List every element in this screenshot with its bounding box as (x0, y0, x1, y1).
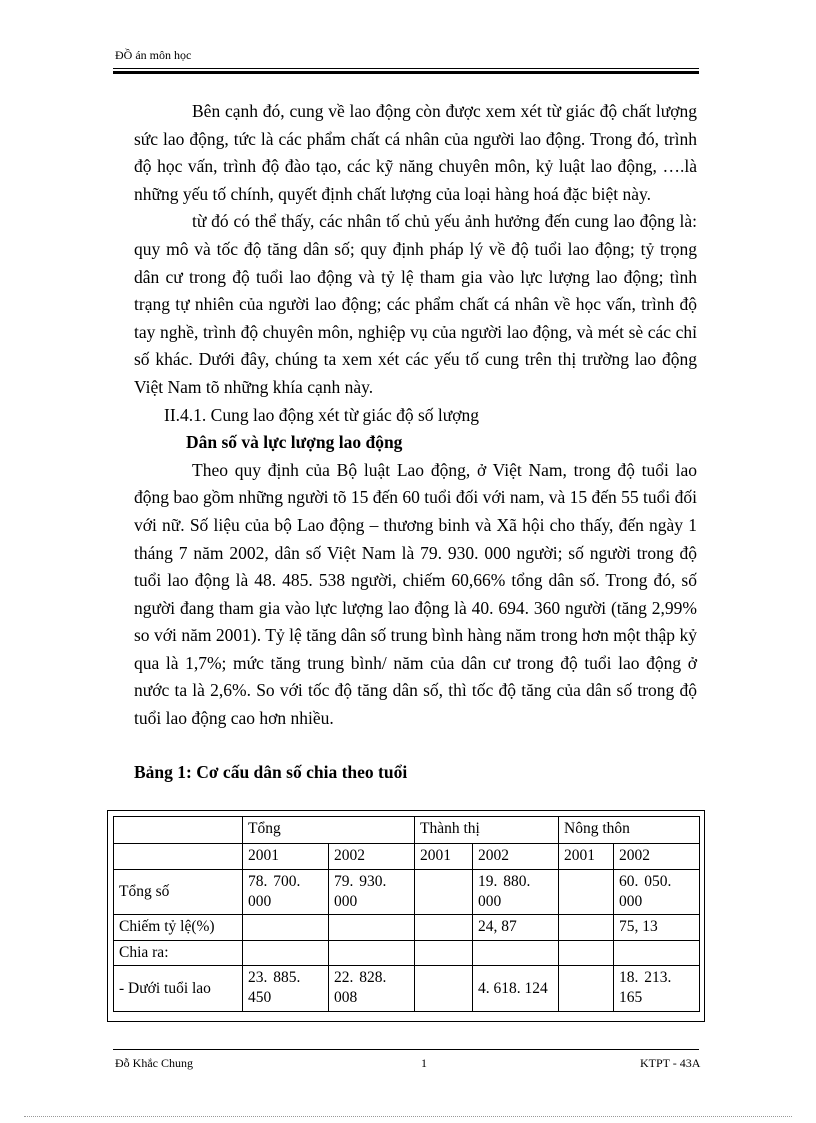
table-cell (614, 941, 700, 966)
body-text (134, 98, 697, 733)
table-cell (329, 915, 415, 941)
table-cell (559, 966, 614, 1012)
table-row (114, 870, 700, 915)
table-cell (243, 941, 329, 966)
table-header-year: 2002 (329, 844, 415, 870)
table-cell (559, 941, 614, 966)
table-cell: 78. 700. 000 (243, 870, 329, 915)
footer-divider (113, 1049, 699, 1050)
header-divider-thin (113, 68, 699, 69)
table-cell: 4. 618. 124 (473, 966, 559, 1012)
table-header-group: Thành thị (415, 817, 559, 844)
table-title: Bảng 1: Cơ cấu dân số chia theo tuổi (134, 762, 408, 782)
table-cell: 75, 13 (614, 915, 700, 941)
table-cell: 19. 880. 000 (473, 870, 559, 915)
table-row (114, 966, 700, 1012)
paragraph-2: từ đó có thể thấy, các nhân tố chủ yếu ảnh hưởng đến cung lao động là: quy mô và tốc độ tăng dân số; quy định pháp lý về độ tuổi lao động; tỷ trọng dân cư trong độ tuổi lao động và tỷ lệ tham gia vào lực lượng lao động; tình trạng tự nhiên của người lao động; các phẩm chất cá nhân về học vấn, trình độ tay nghề, trình độ chuyên môn, nghiệp vụ của người lao động, và mét sè các chỉ số khác. Dưới đây, chúng ta xem xét các yếu tố cung trên thị trường lao động Việt Nam tõ những khía cạnh này. (134, 211, 697, 397)
footer-author: Đỗ Khắc Chung (115, 1056, 193, 1070)
table-cell (559, 870, 614, 915)
subheading: Dân số và lực lượng lao động (186, 432, 403, 453)
table-cell (415, 915, 473, 941)
table-cell (559, 915, 614, 941)
table-row (114, 941, 700, 966)
table-cell: 60. 050. 000 (614, 870, 700, 915)
header-title: ĐỒ án môn học (115, 48, 192, 62)
paragraph-1: Bên cạnh đó, cung về lao động còn được xem xét từ giác độ chất lượng sức lao động, tức là các phẩm chất cá nhân của người lao động. Trong đó, trình độ học vấn, trình độ đào tạo, các kỹ năng chuyên môn, kỷ luật lao động, ….là những yếu tố chính, quyết định chất lượng của loại hàng hoá đặc biệt này. (134, 101, 697, 204)
table-header-year: 2001 (559, 844, 614, 870)
table-cell (415, 966, 473, 1012)
table-header-year: 2001 (415, 844, 473, 870)
table-cell (114, 844, 243, 870)
table-cell (415, 941, 473, 966)
table-cell: 79. 930. 000 (329, 870, 415, 915)
table-cell (243, 915, 329, 941)
table-cell (114, 817, 243, 844)
table-cell (473, 941, 559, 966)
table-row-label: - Dưới tuổi lao (114, 966, 243, 1012)
table-row (114, 817, 700, 844)
section-heading: II.4.1. Cung lao động xét từ giác độ số lượng (164, 404, 479, 425)
table-cell: 23. 885. 450 (243, 966, 329, 1012)
table-cell (415, 870, 473, 915)
table-row (114, 844, 700, 870)
table-cell (329, 941, 415, 966)
page-bottom-edge (24, 1116, 792, 1117)
table-header-year: 2001 (243, 844, 329, 870)
table-row-label: Chiếm tỷ lệ(%) (114, 915, 243, 941)
table-header-year: 2002 (473, 844, 559, 870)
page-number: 1 (421, 1056, 427, 1070)
table-cell: 18. 213. 165 (614, 966, 700, 1012)
header-divider-thick (113, 71, 699, 74)
table-row-label: Tổng số (114, 870, 243, 915)
table-cell: 22. 828. 008 (329, 966, 415, 1012)
table-cell: 24, 87 (473, 915, 559, 941)
table-row (114, 915, 700, 941)
table-header-group: Nông thôn (559, 817, 700, 844)
table-row-label: Chia ra: (114, 941, 243, 966)
population-table (113, 816, 700, 1012)
table-header-year: 2002 (614, 844, 700, 870)
footer-class-code: KTPT - 43A (640, 1056, 701, 1070)
table-header-group: Tổng (243, 817, 415, 844)
paragraph-3: Theo quy định của Bộ luật Lao động, ở Việt Nam, trong độ tuổi lao động bao gồm những người tõ 15 đến 60 tuổi đối với nam, và 15 đến 55 tuổi đối với nữ. Số liệu của bộ Lao động – thương binh và Xã hội cho thấy, đến ngày 1 tháng 7 năm 2002, dân số Việt Nam là 79. 930. 000 người; số người trong độ tuổi lao động là 48. 485. 538 người, chiếm 60,66% tổng dân số. Trong đó, số người đang tham gia vào lực lượng lao động là 40. 694. 360 người (tăng 2,99% so với năm 2001). Tỷ lệ tăng dân số trung bình hàng năm trong hơn một thập kỷ qua là 1,7%; mức tăng trung bình/ năm của dân cư trong độ tuổi lao động ở nước ta là 2,6%. So với tốc độ tăng dân số, thì tốc độ tăng của dân số trong độ tuổi lao động cao hơn nhiều. (134, 459, 697, 729)
